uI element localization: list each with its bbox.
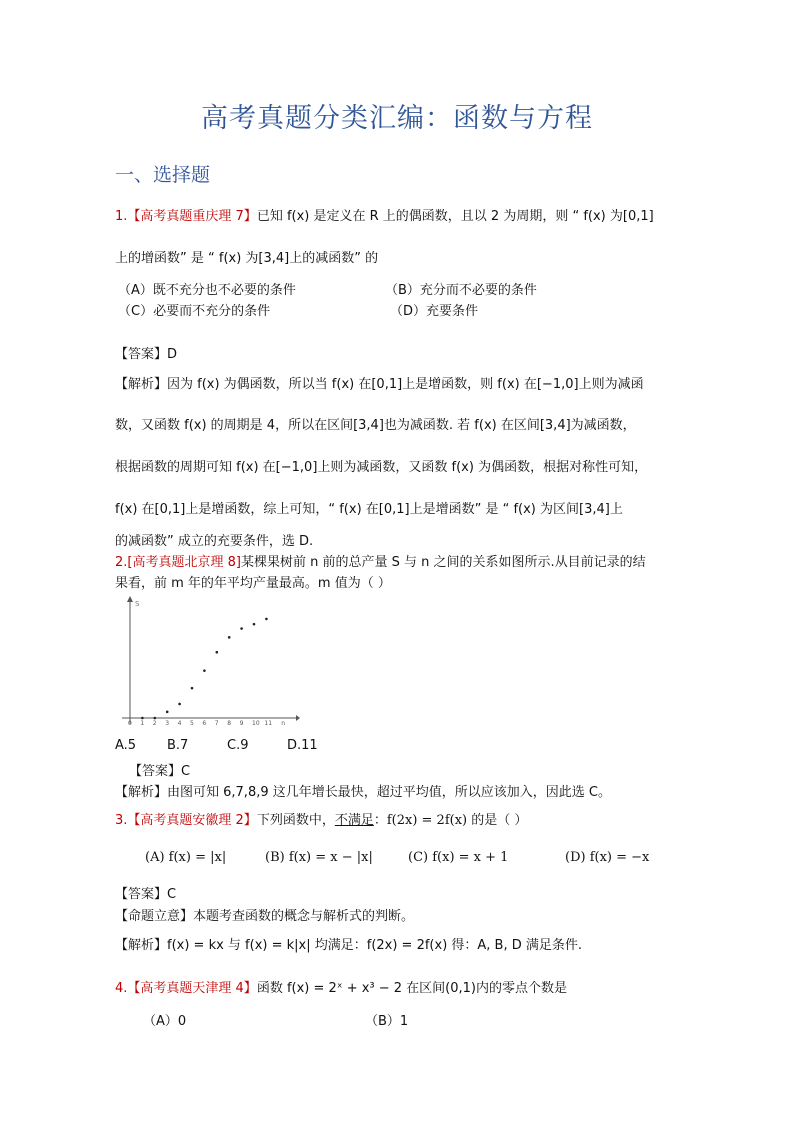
question-number: 3. bbox=[115, 813, 128, 828]
data-point bbox=[203, 669, 206, 672]
option-c: C.9 bbox=[227, 738, 249, 753]
data-point bbox=[141, 717, 144, 720]
answer: 【答案】D bbox=[115, 347, 178, 362]
question-text: ：f(2x) = 2f(x) 的是（ ） bbox=[373, 813, 528, 828]
data-point bbox=[216, 651, 219, 654]
question-text: 某棵果树前 n 前的总产量 S 与 n 之间的关系如图所示.从目前记录的结 bbox=[240, 555, 646, 570]
question-2-line1 bbox=[115, 551, 646, 570]
emphasis-text: 不满足 bbox=[334, 813, 374, 828]
solution-line: f(x) 在[0,1]上是增函数，综上可知，“ f(x) 在[0,1]上是增函数” 是 “ f(x) 为区间[3,4]上 bbox=[115, 502, 623, 517]
data-point bbox=[228, 636, 231, 639]
data-point bbox=[253, 623, 256, 626]
x-tick-label: 4 bbox=[177, 720, 182, 726]
option-a: （A）0 bbox=[143, 1014, 187, 1029]
solution-line: 数，又函数 f(x) 的周期是 4，所以在区间[3,4]也为减函数. 若 f(x) 在区间[3,4]为减函数， bbox=[115, 418, 636, 433]
option-d: (D) f(x) = −x bbox=[565, 850, 650, 865]
solution-line: 【解析】f(x) = kx 与 f(x) = k|x| 均满足：f(2x) = 2f(x) 得：A, B, D 满足条件. bbox=[115, 938, 583, 953]
x-tick-label: 5 bbox=[190, 720, 194, 726]
question-3-line bbox=[115, 809, 527, 828]
solution-line: 【解析】因为 f(x) 为偶函数，所以当 f(x) 在[0,1]上是增函数，则 f(x) 在[−1,0]上则为减函 bbox=[115, 377, 644, 392]
intent-line: 【命题立意】本题考查函数的概念与解析式的判断。 bbox=[115, 909, 415, 924]
question-1-line2: 上的增函数” 是 “ f(x) 为[3,4]上的减函数” 的 bbox=[115, 251, 379, 266]
answer: 【答案】C bbox=[129, 764, 191, 779]
question-text: 下列函数中， bbox=[256, 813, 335, 828]
data-point bbox=[178, 703, 181, 706]
section-heading: 一、选择题 bbox=[115, 164, 211, 186]
question-number: 4. bbox=[115, 981, 128, 996]
y-axis-label: S bbox=[135, 600, 140, 608]
option-c: （C）必要而不充分的条件 bbox=[118, 304, 271, 319]
question-2-line2: 果看，前 m 年的年平均产量最高。m 值为（ ） bbox=[115, 576, 391, 591]
option-a: （A）既不充分也不必要的条件 bbox=[118, 283, 296, 298]
x-tick-label: 11 bbox=[264, 720, 273, 726]
x-tick-label: 6 bbox=[202, 720, 207, 726]
data-point bbox=[154, 717, 157, 720]
question-text: 已知 f(x) 是定义在 R 上的偶函数，且以 2 为周期，则 “ f(x) 为[0,1] bbox=[256, 209, 654, 224]
x-tick-label: 1 bbox=[140, 720, 145, 726]
x-tick-label: 0 bbox=[128, 720, 132, 726]
option-b: B.7 bbox=[167, 738, 189, 753]
x-tick-label: 10 bbox=[252, 720, 260, 726]
question-text: 函数 f(x) = 2ˣ + x³ − 2 在区间(0,1)内的零点个数是 bbox=[256, 981, 567, 996]
yield-scatter-chart bbox=[114, 594, 300, 726]
x-tick-label: 3 bbox=[165, 720, 170, 726]
y-axis-arrow bbox=[127, 596, 133, 602]
question-number: 2. bbox=[115, 555, 128, 570]
solution-line: 【解析】由图可知 6,7,8,9 这几年增长最快，超过平均值，所以应该加入，因此选 C。 bbox=[115, 785, 611, 800]
option-a: A.5 bbox=[115, 738, 137, 753]
solution-line: 的减函数” 成立的充要条件，选 D. bbox=[115, 534, 314, 549]
option-c: (C) f(x) = x + 1 bbox=[408, 850, 509, 865]
x-tick-label: 8 bbox=[227, 720, 232, 726]
option-b: (B) f(x) = x − |x| bbox=[265, 850, 373, 865]
x-tick-label: 9 bbox=[239, 720, 244, 726]
question-number: 1. bbox=[115, 209, 128, 224]
question-source: [高考真题北京理 8] bbox=[127, 555, 241, 570]
question-source: 【高考真题安徽理 2】 bbox=[127, 813, 257, 828]
answer: 【答案】C bbox=[115, 887, 177, 902]
x-tick-label: 7 bbox=[214, 720, 219, 726]
option-a: (A) f(x) = |x| bbox=[145, 850, 227, 865]
option-b: （B）充分而不必要的条件 bbox=[385, 283, 537, 298]
x-axis-arrow bbox=[296, 715, 300, 721]
question-4-line bbox=[115, 977, 567, 996]
data-point bbox=[191, 687, 194, 690]
data-point bbox=[166, 711, 169, 714]
data-point bbox=[240, 627, 243, 630]
option-b: （B）1 bbox=[365, 1014, 409, 1029]
question-1-line1 bbox=[115, 205, 654, 224]
option-d: （D）充要条件 bbox=[390, 304, 479, 319]
solution-line: 根据函数的周期可知 f(x) 在[−1,0]上则为减函数，又函数 f(x) 为偶函数，根据对称性可知， bbox=[115, 460, 648, 475]
x-axis-label: n bbox=[281, 720, 286, 726]
page-title: 高考真题分类汇编：函数与方程 bbox=[201, 103, 593, 134]
option-d: D.11 bbox=[287, 738, 318, 753]
question-source: 【高考真题天津理 4】 bbox=[127, 981, 257, 996]
data-point bbox=[265, 618, 268, 621]
question-source: 【高考真题重庆理 7】 bbox=[127, 209, 257, 224]
x-tick-label: 2 bbox=[152, 720, 157, 726]
